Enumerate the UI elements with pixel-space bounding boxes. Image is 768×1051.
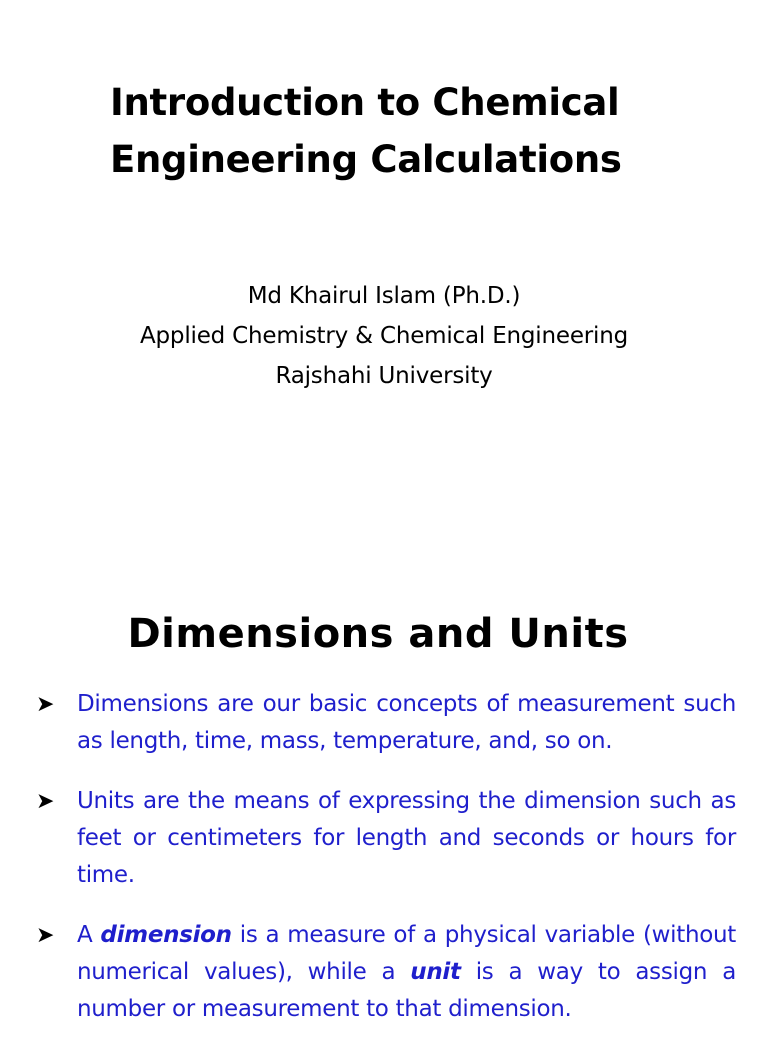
term-dimension: dimension [100, 922, 232, 948]
term-unit: unit [410, 959, 461, 985]
arrow-bullet-icon: ➤ [36, 692, 55, 717]
section-heading: Dimensions and Units [127, 611, 629, 657]
author-block [0, 276, 768, 396]
author-department: Applied Chemistry & Chemical Engineering [139, 323, 628, 349]
bullet-suffix: is a way to assign a number or measurement to that dimension. [77, 959, 736, 1022]
arrow-bullet-icon: ➤ [36, 789, 55, 814]
bullet-item-dimensions [36, 686, 736, 760]
slide-title [110, 74, 730, 188]
author-name: Md Khairul Islam (Ph.D.) [247, 283, 521, 309]
bullet-text: Units are the means of expressing the dimension such as feet or centimeters for length and seconds or hours for time. [77, 788, 736, 888]
slide-title-line-1: Introduction to Chemical [110, 81, 620, 124]
slide-title-line-2: Engineering Calculations [110, 138, 622, 181]
content-slide [0, 590, 768, 1024]
bullet-text: Dimensions are our basic concepts of measurement such as length, time, mass, temperature, and, so on. [77, 691, 736, 754]
bullet-middle: is a measure of a physical variable (without numerical values), while a [77, 922, 737, 985]
bullet-item-units [36, 783, 736, 894]
bullet-prefix: A [77, 922, 101, 948]
author-university: Rajshahi University [275, 363, 493, 389]
arrow-bullet-icon: ➤ [36, 923, 55, 948]
bullet-item-definition [36, 917, 736, 1028]
bullet-list [36, 686, 736, 1051]
